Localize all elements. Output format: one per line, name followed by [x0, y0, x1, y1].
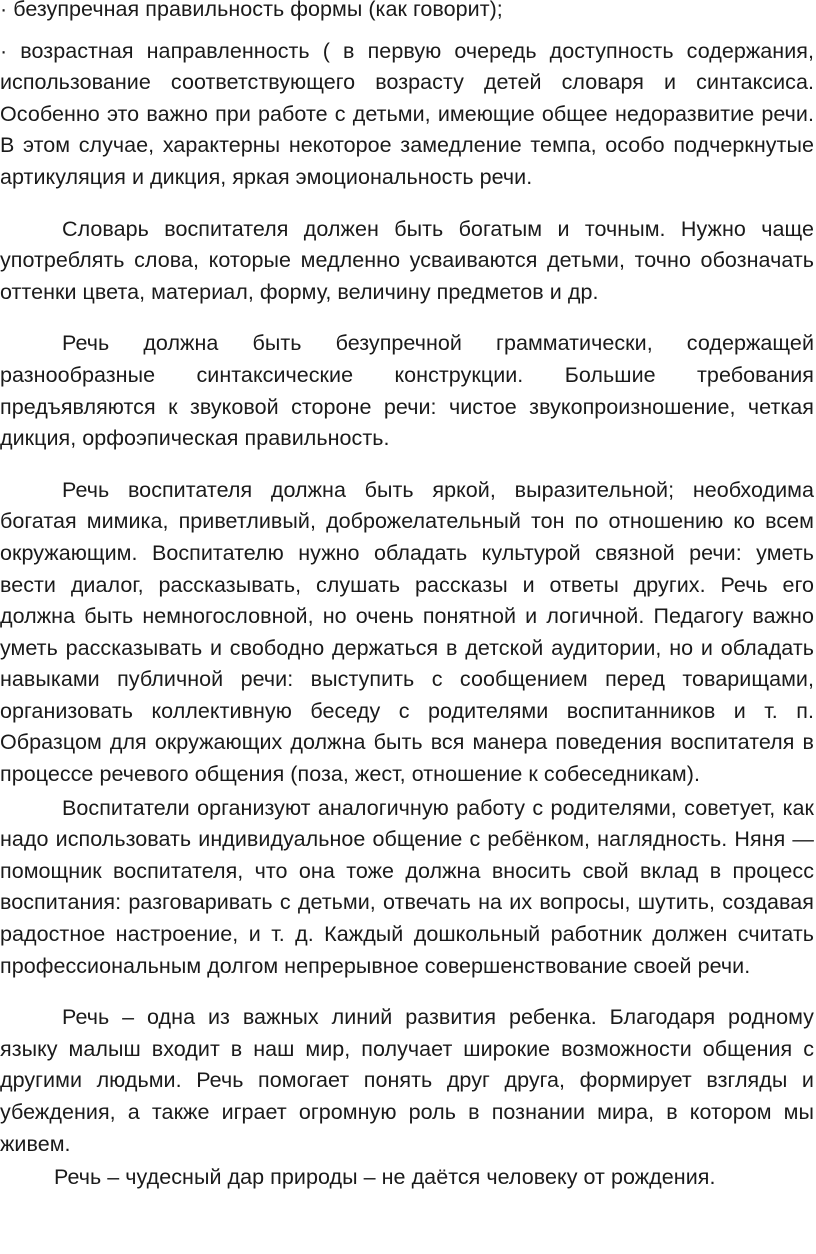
paragraph-bullet-2: · возрастная направленность ( в первую очередь доступность содержания, использование соответствующего возрасту детей словаря и синтаксиса. Особенно это важно при работе с детьми, имеющие общее недоразвитие речи. В этом случае, характерны некоторое замедление темпа, особо подчеркнутые артикуляция и дикция, яркая эмоциональность речи. [0, 38, 814, 189]
paragraph-expressiveness: Речь воспитателя должна быть яркой, выразительной; необходима богатая мимика, приветливый, доброжелательный тон по отношению ко всем окружающим. Воспитателю нужно обладать культурой связной речи: уметь вести диалог, рассказывать, слушать рассказы и ответы других. Речь его должна быть немногословной, но очень понятной и логичной. Педагогу важно уметь рассказывать и свободно держаться в детской аудитории, но и обладать навыками публичной речи: выступить с сообщением перед товарищами, организовать коллективную беседу с родителями воспитанников и т. п. Образцом для окружающих должна быть вся манера поведения воспитателя в процессе речевого общения (поза, жест, отношение к собеседникам). [0, 477, 814, 787]
spacer [0, 194, 814, 214]
paragraph-bullet-1: · безупречная правильность формы (как говорит); [0, 0, 503, 21]
paragraph-parents: Воспитатели организуют аналогичную работу с родителями, советует, как надо использовать индивидуальное общение с ребёнком, наглядность. Няня — помощник воспитателя, что она тоже должна вносить свой вклад в процесс воспитания: разговаривать с детьми, отвечать на их вопросы, шутить, создавая радостное настроение, и т. д. Каждый дошкольный работник должен считать профессиональным долгом непрерывное совершенствование своей речи. [0, 795, 814, 978]
paragraph-gift: Речь – чудесный дар природы – не даётся человеку от рождения. [54, 1165, 716, 1190]
spacer [0, 26, 814, 36]
paragraph-grammar: Речь должна быть безупречной грамматически, содержащей разнообразные синтаксические конструкции. Большие требования предъявляются к звуковой стороне речи: чистое звукопроизношение, четкая дикция, орфоэпическая правильность. [0, 331, 814, 451]
spacer [0, 982, 814, 1002]
spacer [0, 308, 814, 328]
spacer [0, 455, 814, 475]
paragraph-vocabulary: Словарь воспитателя должен быть богатым и точным. Нужно чаще употреблять слова, которые медленно усваиваются детьми, точно обозначать оттенки цвета, материал, форму, величину предметов и др. [0, 216, 814, 304]
paragraph-development: Речь – одна из важных линий развития ребенка. Благодаря родному языку малыш входит в наш мир, получает широкие возможности общения с другими людьми. Речь помогает понять друг друга, формирует взгляды и убеждения, а также играет огромную роль в познании мира, в котором мы живем. [0, 1005, 814, 1156]
